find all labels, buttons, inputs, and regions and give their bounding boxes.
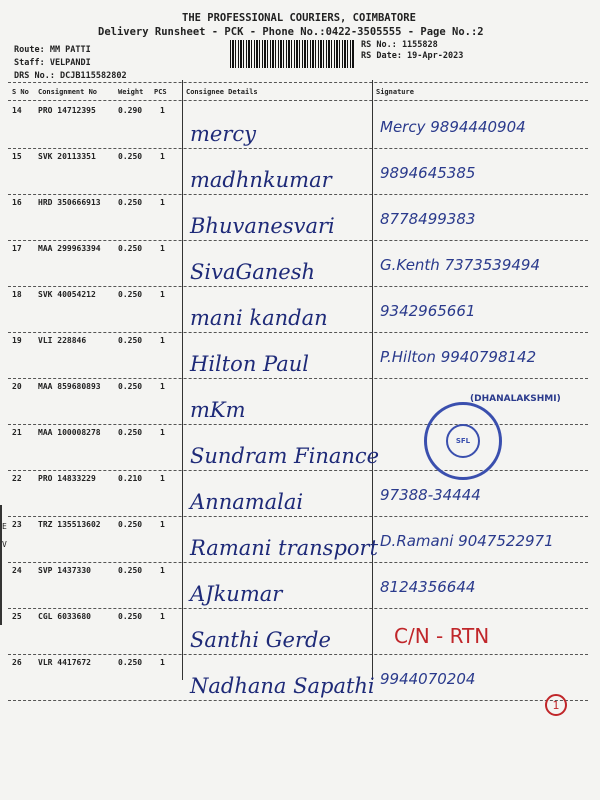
row-consignment-no: MAA 100008278 (38, 428, 101, 437)
row-consignee-name: Ramani transport (190, 536, 379, 560)
row-weight: 0.290 (118, 106, 143, 115)
row-sno: 16 (12, 198, 22, 207)
row-pcs: 1 (160, 520, 165, 529)
row-divider (8, 654, 588, 655)
row-consignee-name: Bhuvanesvari (190, 214, 335, 238)
row-weight: 0.250 (118, 520, 143, 529)
row-sno: 21 (12, 428, 22, 437)
row-consignee-name: Annamalai (190, 490, 304, 514)
row-weight: 0.250 (118, 428, 143, 437)
margin-mark: E (2, 522, 7, 531)
row-sno: 26 (12, 658, 22, 667)
row-divider (8, 516, 588, 517)
row-consignee-name: mKm (190, 398, 246, 422)
row-sno: 15 (12, 152, 22, 161)
row-pcs: 1 (160, 612, 165, 621)
row-pcs: 1 (160, 658, 165, 667)
row-pcs: 1 (160, 336, 165, 345)
row-consignee-name: mani kandan (190, 306, 328, 330)
row-weight: 0.250 (118, 612, 143, 621)
row-consignment-no: TRZ 135513602 (38, 520, 101, 529)
row-divider (8, 194, 588, 195)
drs-number: DRS No.: DCJB115582802 (14, 71, 127, 81)
row-divider (8, 286, 588, 287)
col-weight-header: Weight (118, 88, 144, 96)
row-pcs: 1 (160, 566, 165, 575)
col-consignment-header: Consignment No (38, 88, 98, 96)
column-divider (182, 80, 183, 680)
row-pcs: 1 (160, 106, 165, 115)
col-pcs-header: PCS (154, 88, 167, 96)
row-signature: 9894645385 (380, 164, 476, 182)
col-consignee-header: Consignee Details (186, 88, 258, 96)
column-divider (372, 80, 373, 680)
rs-number: RS No.: 1155828 (361, 40, 438, 50)
row-consignment-no: MAA 299963394 (38, 244, 101, 253)
document-subtitle: Delivery Runsheet - PCK - Phone No.:0422-3505555 - Page No.:2 (98, 26, 484, 38)
row-sno: 20 (12, 382, 22, 391)
row-divider (8, 424, 588, 425)
row-pcs: 1 (160, 152, 165, 161)
barcode (230, 40, 354, 68)
row-divider (8, 148, 588, 149)
row-pcs: 1 (160, 244, 165, 253)
route-label: Route: MM PATTI (14, 45, 91, 55)
row-signature: Mercy 9894440904 (380, 118, 526, 136)
row-signature: D.Ramani 9047522971 (380, 532, 554, 550)
row-sno: 25 (12, 612, 22, 621)
row-consignment-no: CGL 6033680 (38, 612, 91, 621)
row-signature: (DHANALAKSHMI) (470, 394, 561, 404)
row-weight: 0.210 (118, 474, 143, 483)
row-consignment-no: SVK 20113351 (38, 152, 96, 161)
col-signature-header: Signature (376, 88, 414, 96)
row-sno: 23 (12, 520, 22, 529)
col-sno-header: S No (12, 88, 29, 96)
rs-date: RS Date: 19-Apr-2023 (361, 51, 464, 61)
row-sno: 19 (12, 336, 22, 345)
row-signature: 97388-34444 (380, 486, 481, 504)
row-signature: G.Kenth 7373539494 (380, 256, 541, 274)
row-weight: 0.250 (118, 336, 143, 345)
row-pcs: 1 (160, 290, 165, 299)
row-divider (8, 562, 588, 563)
row-consignee-name: Sundram Finance (190, 444, 380, 468)
row-consignment-no: HRD 350666913 (38, 198, 101, 207)
header-rule-top (8, 82, 588, 83)
row-weight: 0.250 (118, 198, 143, 207)
row-consignment-no: SVK 40054212 (38, 290, 96, 299)
row-consignment-no: MAA 859680893 (38, 382, 101, 391)
row-consignee-name: mercy (190, 122, 257, 146)
row-consignment-no: PRO 14833229 (38, 474, 96, 483)
row-divider (8, 332, 588, 333)
row-sno: 24 (12, 566, 22, 575)
row-consignment-no: VLI 228846 (38, 336, 87, 345)
company-stamp (424, 402, 502, 480)
header-rule-bottom (8, 100, 588, 101)
row-sno: 18 (12, 290, 22, 299)
row-weight: 0.250 (118, 382, 143, 391)
row-signature: P.Hilton 9940798142 (380, 348, 537, 366)
row-signature: 8124356644 (380, 578, 476, 596)
row-sno: 17 (12, 244, 22, 253)
row-signature: 9944070204 (380, 670, 476, 688)
row-divider (8, 470, 588, 471)
row-divider (8, 608, 588, 609)
row-signature: 8778499383 (380, 210, 476, 228)
margin-mark: V (2, 540, 7, 549)
document-title: THE PROFESSIONAL COURIERS, COIMBATORE (182, 12, 416, 24)
row-consignee-name: Nadhana Sapathi (190, 674, 375, 698)
row-consignment-no: PRO 14712395 (38, 106, 96, 115)
row-signature: C/N - RTN (394, 624, 490, 648)
row-consignee-name: Hilton Paul (190, 352, 309, 376)
row-divider (8, 378, 588, 379)
row-pcs: 1 (160, 474, 165, 483)
stamp-center: SFL (446, 424, 480, 458)
row-weight: 0.250 (118, 152, 143, 161)
row-consignee-name: AJkumar (190, 582, 283, 606)
row-consignment-no: SVP 1437330 (38, 566, 91, 575)
row-divider (8, 700, 588, 701)
row-divider (8, 240, 588, 241)
row-sno: 22 (12, 474, 22, 483)
row-consignee-name: Santhi Gerde (190, 628, 331, 652)
row-consignment-no: VLR 4417672 (38, 658, 91, 667)
row-weight: 0.250 (118, 290, 143, 299)
row-signature: 9342965661 (380, 302, 476, 320)
row-weight: 0.250 (118, 658, 143, 667)
row-consignee-name: SivaGanesh (190, 260, 316, 284)
row-sno: 14 (12, 106, 22, 115)
staff-label: Staff: VELPANDI (14, 58, 91, 68)
row-pcs: 1 (160, 382, 165, 391)
row-pcs: 1 (160, 428, 165, 437)
row-weight: 0.250 (118, 244, 143, 253)
row-consignee-name: madhnkumar (190, 168, 332, 192)
row-pcs: 1 (160, 198, 165, 207)
row-weight: 0.250 (118, 566, 143, 575)
page-mark: 1 (545, 694, 567, 716)
